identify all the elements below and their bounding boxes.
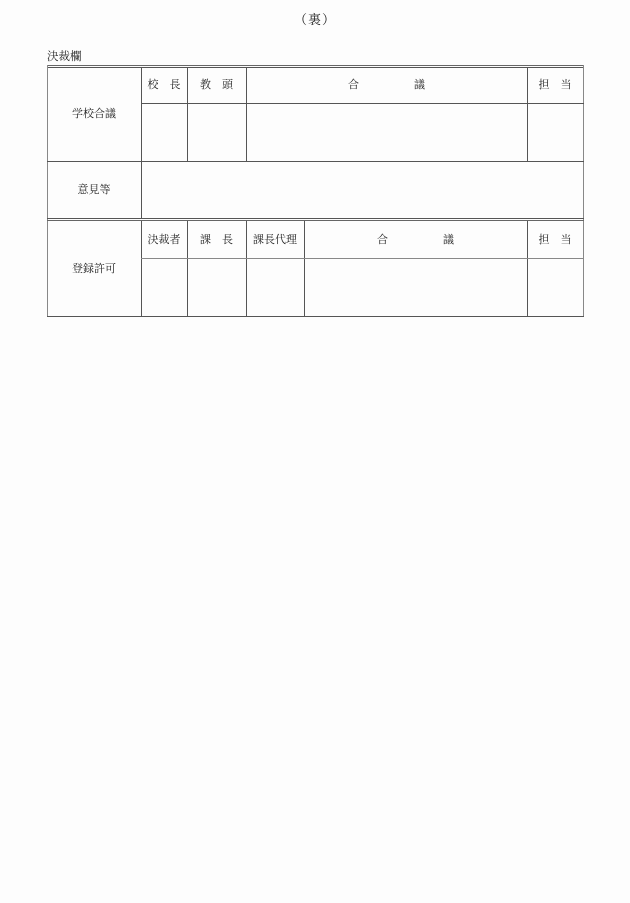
divider-double-bottom (47, 220, 584, 221)
row-label-school-council: 学校合議 (72, 107, 116, 120)
header-council: 合 議 (348, 78, 425, 91)
table-top-border-outer (47, 65, 584, 66)
header-deputy-section-chief: 課長代理 (253, 233, 297, 246)
stamp-cell-section-chief[interactable] (188, 259, 246, 316)
table-bottom-border (47, 316, 584, 317)
stamp-cell-deputy-section-chief[interactable] (247, 259, 304, 316)
page-title: （裏） (293, 13, 336, 28)
header-section-chief: 課 長 (200, 233, 233, 246)
divider-double-top (47, 218, 584, 219)
stamp-cell-approver[interactable] (142, 259, 187, 316)
header-in-charge: 担 当 (538, 78, 572, 91)
stamp-cell-council[interactable] (247, 104, 527, 161)
header-approver: 決裁者 (147, 233, 181, 246)
header-principal: 校 長 (147, 78, 181, 91)
header-council-lower: 合 議 (377, 233, 454, 246)
stamp-cell-in-charge[interactable] (528, 104, 583, 161)
row-label-registration-permit: 登録許可 (72, 262, 116, 275)
stamp-cell-principal[interactable] (142, 104, 187, 161)
header-in-charge-lower: 担 当 (538, 233, 572, 246)
header-vice-principal: 教 頭 (200, 78, 233, 91)
table-top-border-inner (47, 67, 584, 68)
row-label-opinions: 意見等 (77, 183, 111, 196)
stamp-cell-vice-principal[interactable] (188, 104, 246, 161)
section-label: 決裁欄 (47, 49, 82, 63)
stamp-cell-in-charge-lower[interactable] (528, 259, 583, 316)
opinions-field[interactable] (142, 162, 583, 218)
stamp-cell-council-lower[interactable] (305, 259, 527, 316)
